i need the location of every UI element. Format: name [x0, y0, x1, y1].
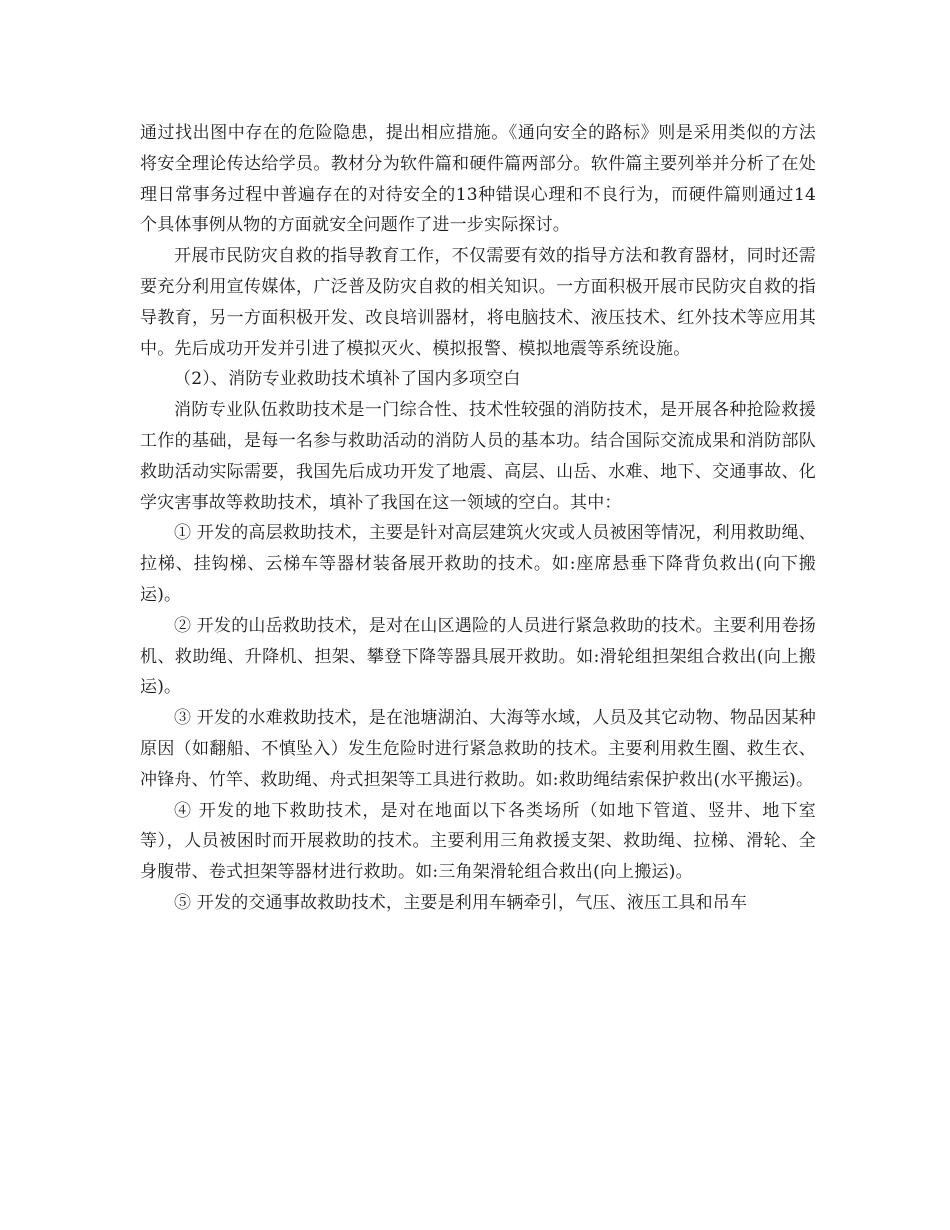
document-body — [140, 118, 816, 919]
list-item-mountain-rescue: ② 开发的山岳救助技术，是对在山区遇险的人员进行紧急救助的技术。主要利用卷扬机、救助绳、升降机、担架、攀登下降等器具展开救助。如:滑轮组担架组合救出(向上搬运)。 — [140, 615, 817, 698]
list-item-high-rise-rescue: ① 开发的高层救助技术，主要是针对高层建筑火灾或人员被困等情况，利用救助绳、拉梯、挂钩梯、云梯车等器材装备展开救助的技术。如:座席悬垂下降背负救出(向下搬运)。 — [140, 523, 817, 605]
list-item-underground-rescue: ④ 开发的地下救助技术，是对在地面以下各类场所（如地下管道、竖井、地下室等），人员被困时而开展救助的技术。主要利用三角救援支架、救助绳、拉梯、滑轮、全身腹带、卷式担架等器材进行救助。如:三角架滑轮组合救出(向上搬运)。 — [140, 800, 816, 883]
list-item-traffic-rescue: ⑤ 开发的交通事故救助技术，主要是利用车辆牵引，气压、液压工具和吊车 — [174, 892, 748, 913]
section-heading: （2）、消防专业救助技术填补了国内多项空白 — [174, 369, 521, 390]
paragraph-disaster-education: 开展市民防灾自救的指导教育工作，不仅需要有效的指导方法和教育器材，同时还需要充分利用宣传媒体，广泛普及防灾自救的相关知识。一方面积极开展市民防灾自救的指导教育，另一方面积极开发、改良培训器材，将电脑技术、液压技术、红外技术等应用其中。先后成功开发并引进了模拟灭火、模拟报警、模拟地震等系统设施。 — [140, 246, 816, 359]
list-item-water-rescue: ③ 开发的水难救助技术，是在池塘湖泊、大海等水域，人员及其它动物、物品因某种原因（如翻船、不慎坠入）发生危险时进行紧急救助的技术。主要利用救生圈、救生衣、冲锋舟、竹竿、救助绳、舟式担架等工具进行救助。如:救助绳结索保护救出(水平搬运)。 — [140, 708, 817, 790]
paragraph-rescue-technology: 消防专业队伍救助技术是一门综合性、技术性较强的消防技术，是开展各种抢险救援工作的基础，是每一名参与救助活动的消防人员的基本功。结合国际交流成果和消防部队救助活动实际需要，我国先后成功开发了地震、高层、山岳、水难、地下、交通事故、化学灾害事故等救助技术，填补了我国在这一领域的空白。其中： — [140, 400, 816, 513]
paragraph-continuation: 通过找出图中存在的危险隐患，提出相应措施。《通向安全的路标》则是采用类似的方法将安全理论传达给学员。教材分为软件篇和硬件篇两部分。软件篇主要列举并分析了在处理日常事务过程中普遍存在的对待安全的13种错误心理和不良行为，而硬件篇则通过14个具体事例从物的方面就安全问题作了进一步实际探讨。 — [140, 123, 816, 236]
